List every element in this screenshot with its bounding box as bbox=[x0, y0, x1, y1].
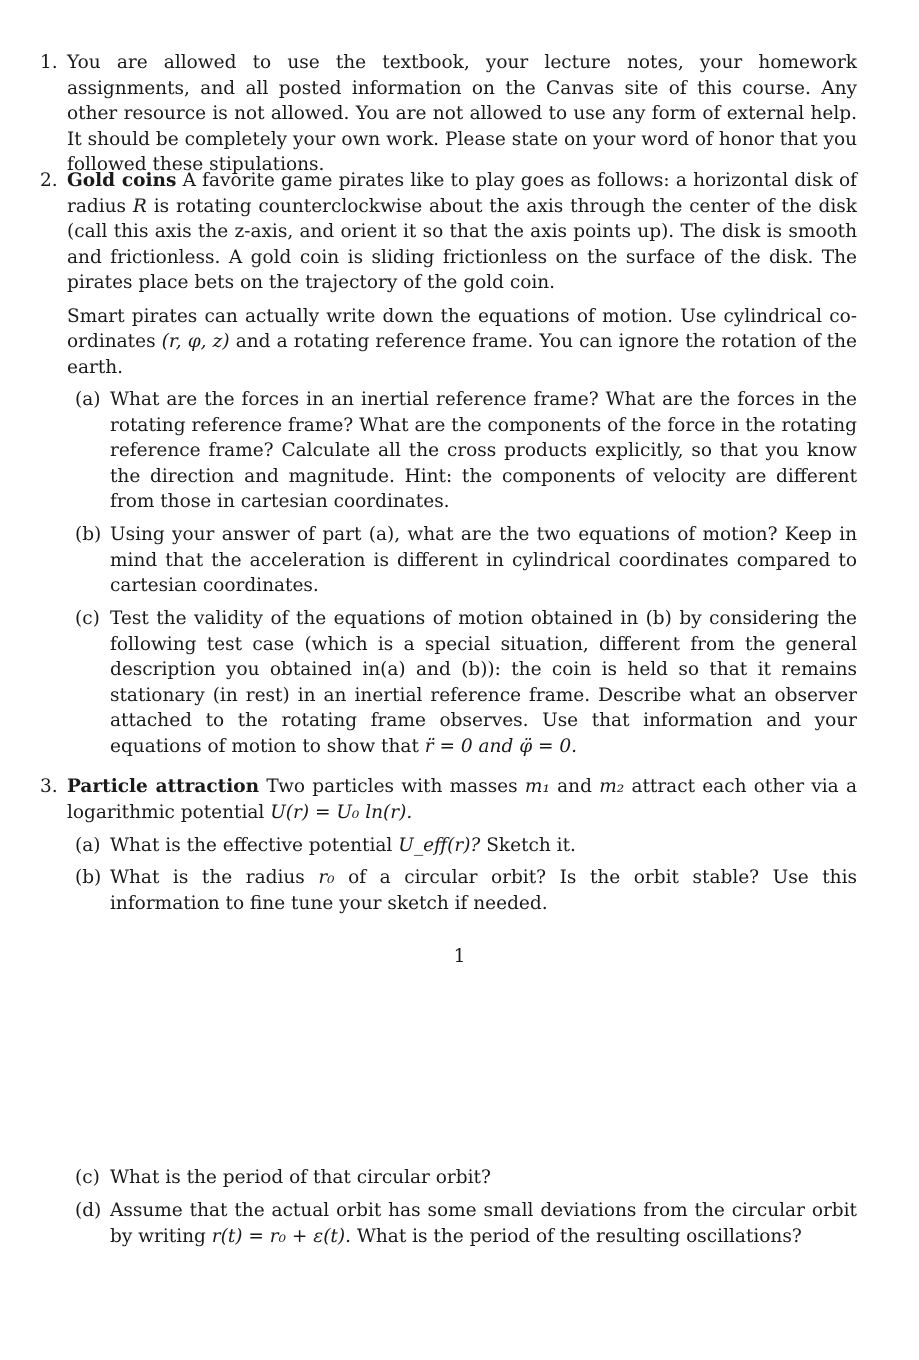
part-text bbox=[110, 865, 857, 916]
problem-3-intro-and: and bbox=[557, 776, 592, 797]
problem-2-para-2-part-2: and a rotating reference frame. You can ignore the rotation of the earth. bbox=[67, 331, 857, 378]
problem-2-intro bbox=[67, 168, 857, 296]
part-c-text: Test the validity of the equations of motion obtained in (b) by considering the following test case (which is a special situation, different from the general description you obtained in(a) and (b)): the coin is held so that it remains stationary (in rest) in an inertial reference frame. Describe what an observer attached to the rotating frame observes. Use that information and your equations of motion to show that bbox=[110, 608, 857, 757]
problem-3-title: Particle attraction bbox=[67, 776, 260, 797]
problem-3-intro bbox=[67, 774, 857, 825]
problem-2-para-2 bbox=[67, 304, 857, 381]
circular-orbit-radius: r₀ bbox=[318, 867, 335, 888]
mass-1-symbol: m₁ bbox=[524, 776, 550, 797]
part-text bbox=[110, 606, 857, 759]
problem-2-intro-part-2: is rotating counterclockwise about the axis through the center of the disk (call this axis the z-axis, and orient it so that the axis points up). The disk is smooth and frictionless. A gold coin is sliding frictionless on the surface of the disk. The pirates place bets on the trajectory of the gold coin. bbox=[67, 195, 857, 293]
problem-3-part-d bbox=[75, 1198, 857, 1249]
mass-2-symbol: m₂ bbox=[599, 776, 625, 797]
part-d-text-1: Assume that the actual orbit has some small deviations from the circular orbit by writing bbox=[110, 1200, 857, 1247]
part-label: (a) bbox=[75, 835, 101, 856]
part-label: (b) bbox=[75, 867, 102, 888]
problem-3-part-c bbox=[75, 1165, 857, 1191]
problem-2-part-a bbox=[75, 387, 857, 515]
part-label: (c) bbox=[75, 1167, 100, 1188]
problem-3-part-b bbox=[75, 865, 857, 916]
radius-symbol: R bbox=[132, 195, 147, 217]
problem-1-text: You are allowed to use the textbook, your lecture notes, your homework assignments, and all posted information on the Canvas site of this course. Any other resource is not allowed. You are not allowed to use any form of external help. It should be completely your own work. Please state on your word of honor that you followed these stipulations. bbox=[67, 52, 857, 175]
part-label: (a) bbox=[75, 389, 101, 410]
part-d-text-2: What is the period of the resulting oscillations? bbox=[356, 1225, 802, 1247]
problem-2-title: Gold coins bbox=[67, 170, 177, 191]
problem-3-intro-part-2: attract each other via a logarithmic potential bbox=[67, 776, 857, 823]
problem-3-intro-part-1: Two particles with masses bbox=[266, 776, 518, 797]
part-text: Using your answer of part (a), what are the two equations of motion? Keep in mind that the acceleration is different in cylindrical coordinates compared to cartesian coordinates. bbox=[110, 524, 857, 596]
problem-2-part-c bbox=[75, 606, 857, 759]
effective-potential: U_eff(r)? bbox=[398, 835, 481, 856]
part-text bbox=[110, 1198, 857, 1249]
part-text bbox=[110, 833, 857, 859]
part-b-text-2: of a circular orbit? Is the orbit stable? Use this information to fine tune your sketch if needed. bbox=[110, 867, 857, 914]
part-text: What is the period of that circular orbit? bbox=[110, 1167, 491, 1188]
problem-2-intro-part-1: A favorite game pirates like to play goes as follows: a horizontal disk of radius bbox=[67, 170, 857, 217]
page-number: 1 bbox=[453, 946, 466, 967]
part-a-text-2: Sketch it. bbox=[486, 835, 576, 856]
problem-2-part-b bbox=[75, 522, 857, 599]
part-b-text-1: What is the radius bbox=[110, 867, 305, 888]
perturbed-orbit-equation: r(t) = r₀ + ε(t). bbox=[211, 1225, 351, 1247]
problem-2-para-2-part-1: Smart pirates can actually write down the equations of motion. Use cylindrical co-ordinates bbox=[67, 305, 857, 352]
part-label: (b) bbox=[75, 524, 102, 545]
problem-1-number: 1. bbox=[40, 52, 58, 73]
problem-3-part-a bbox=[75, 833, 857, 859]
part-c-math: r̈ = 0 and φ̈ = 0. bbox=[424, 735, 578, 757]
part-a-text-1: What is the effective potential bbox=[110, 835, 393, 856]
problem-3-number: 3. bbox=[40, 776, 58, 797]
cylindrical-coordinates: (r, φ, z) bbox=[161, 331, 230, 352]
problem-2-number: 2. bbox=[40, 170, 58, 191]
part-label: (c) bbox=[75, 608, 100, 629]
part-text: What are the forces in an inertial reference frame? What are the forces in the rotating reference frame? What are the components of the force in the rotating reference frame? Calculate all the cross products explicitly, so that you know the direction and magnitude. Hint: the components of velocity are different from those in cartesian coordinates. bbox=[110, 389, 857, 512]
logarithmic-potential: U(r) = U₀ ln(r). bbox=[270, 801, 413, 823]
part-label: (d) bbox=[75, 1200, 102, 1221]
